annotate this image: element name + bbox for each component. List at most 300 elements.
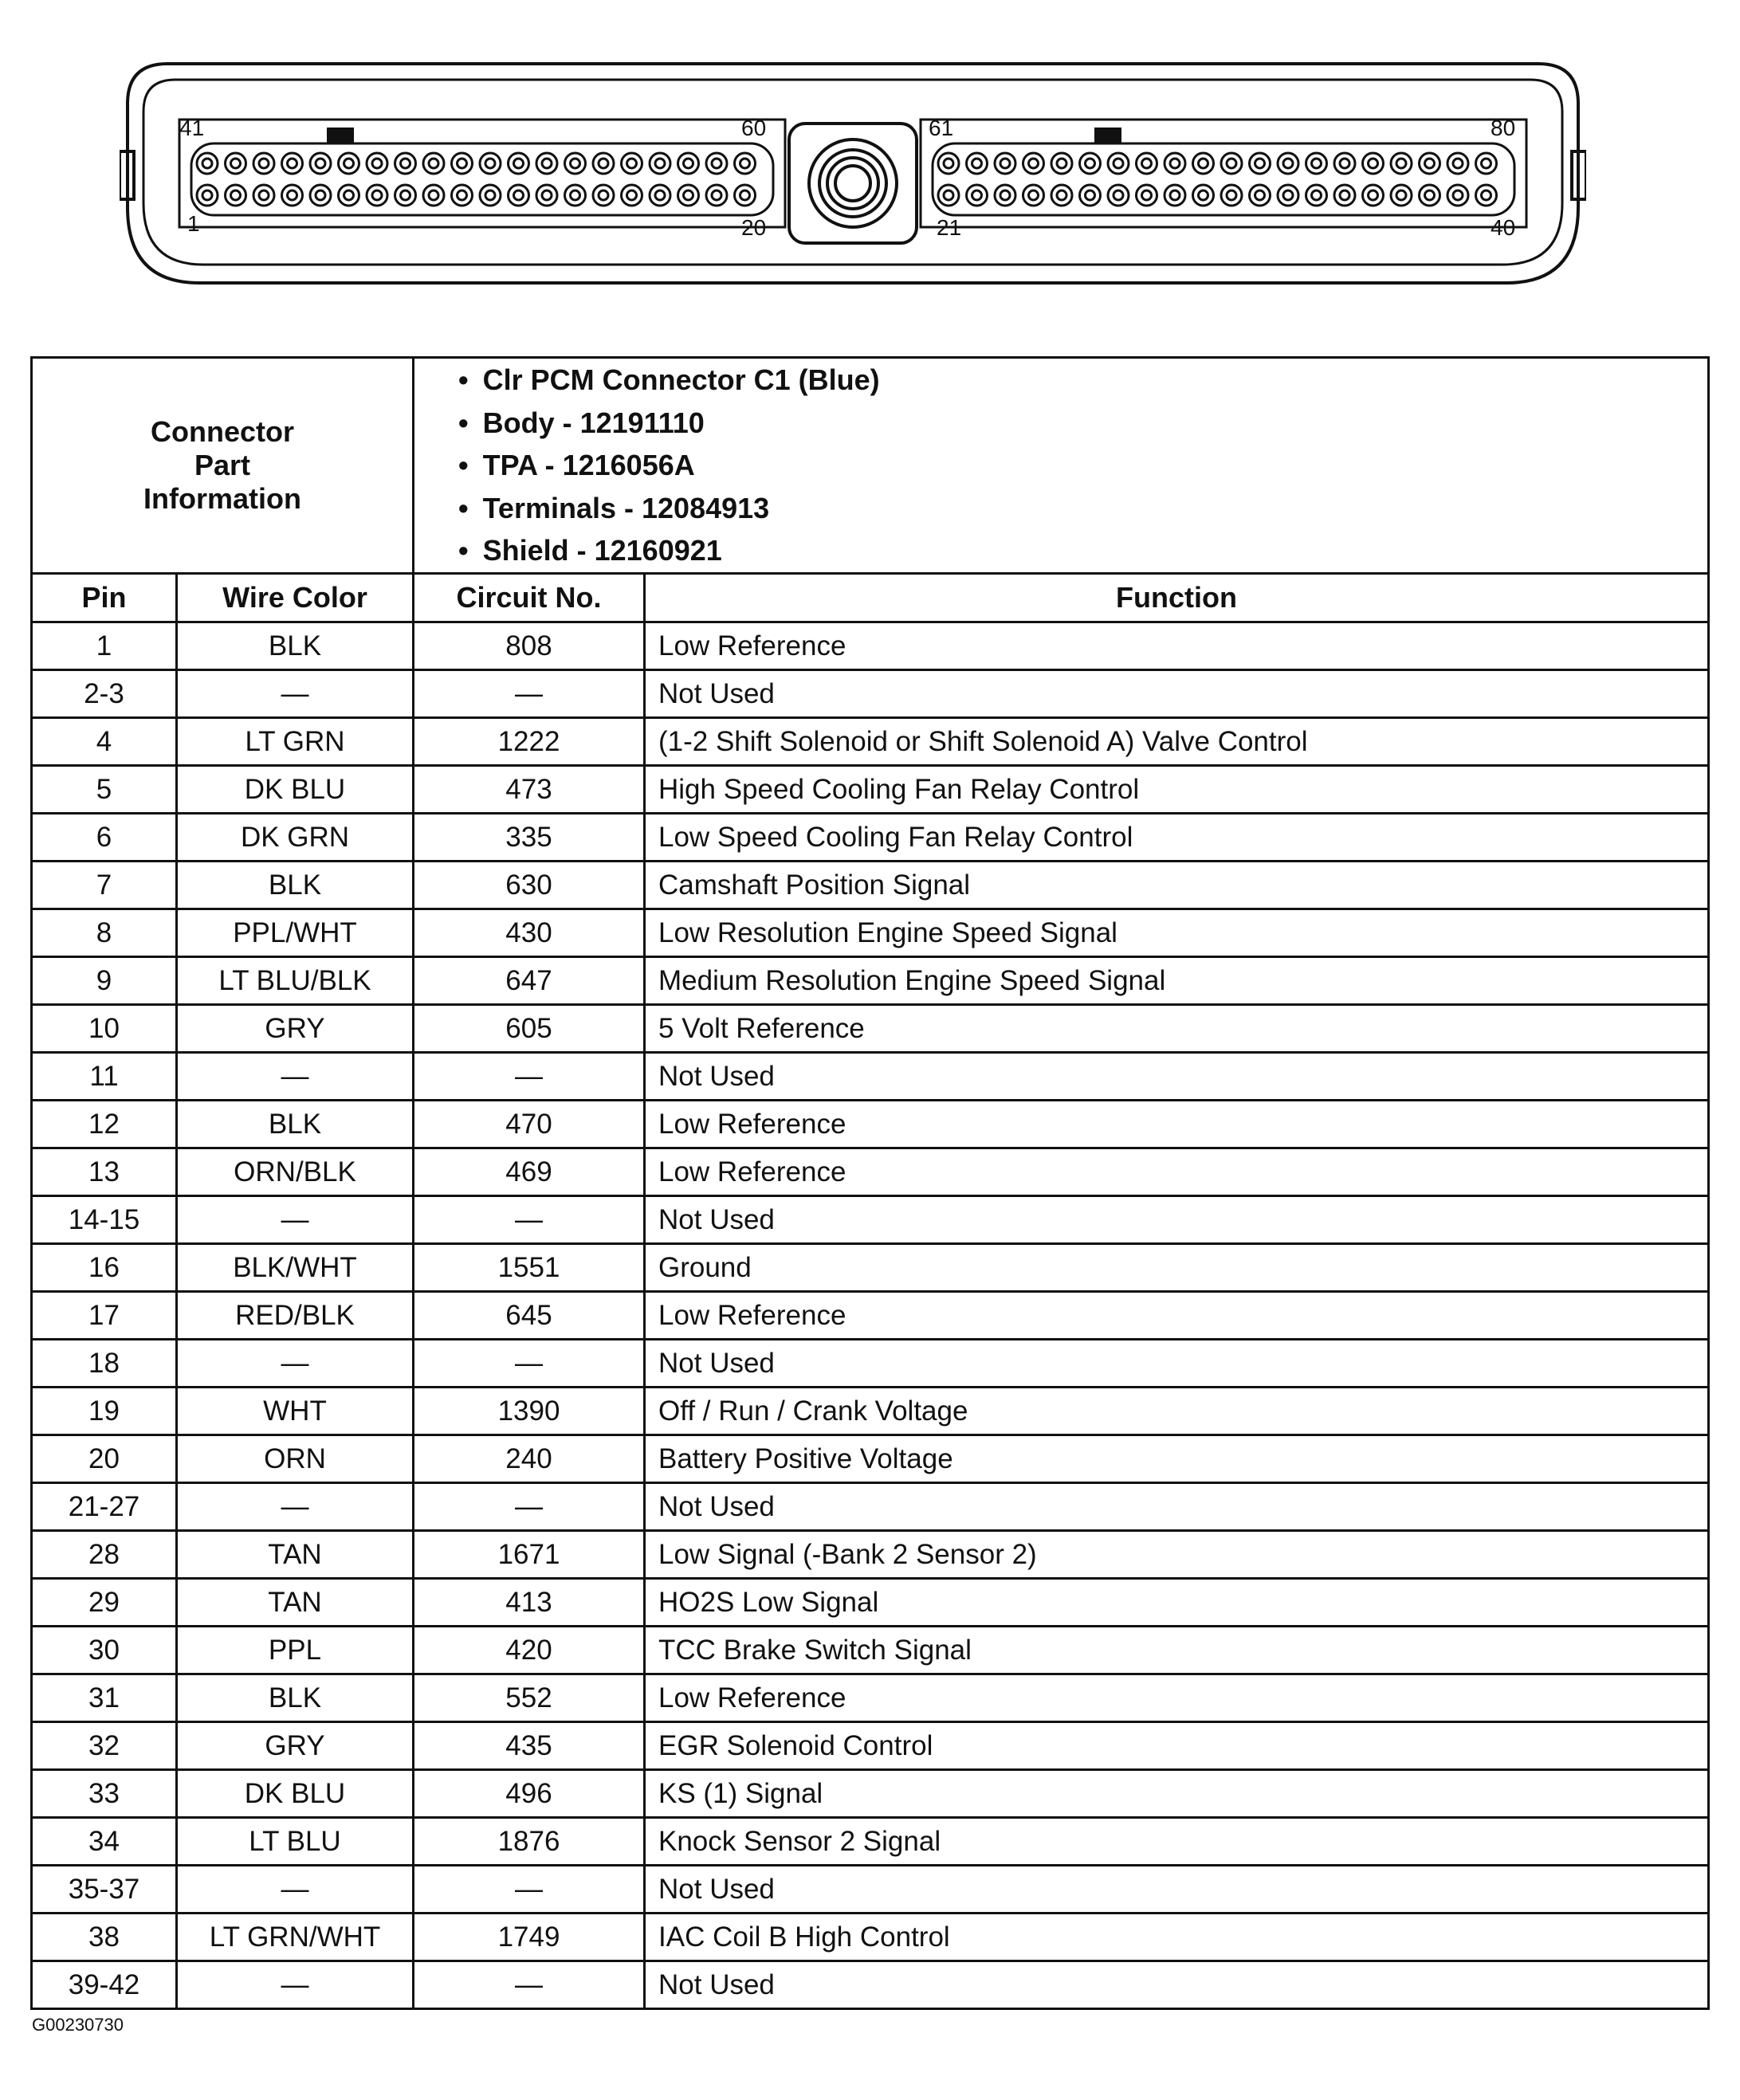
pin-hole-inner <box>1369 159 1378 168</box>
pin-hole-inner <box>259 190 269 200</box>
pin-hole <box>1051 185 1072 206</box>
pin-hole <box>1391 185 1412 206</box>
table-row <box>32 957 1709 1005</box>
pin-cell: 10 <box>32 1005 177 1053</box>
pin-hole-inner <box>1340 190 1349 200</box>
circuit-cell: 413 <box>414 1579 645 1627</box>
function-cell: Battery Positive Voltage <box>645 1435 1709 1483</box>
circuit-cell: 647 <box>414 957 645 1005</box>
pin-hole-inner <box>627 159 637 168</box>
function-cell: Not Used <box>645 1196 1709 1244</box>
table-row <box>32 1531 1709 1579</box>
pin-hole <box>1023 185 1044 206</box>
table-row <box>32 1914 1709 1961</box>
circuit-cell: 420 <box>414 1627 645 1674</box>
pin-hole-inner <box>655 190 665 200</box>
pin-cell: 32 <box>32 1722 177 1770</box>
circuit-cell: — <box>414 1483 645 1531</box>
circuit-cell: 430 <box>414 909 645 957</box>
pin-hole <box>226 185 246 206</box>
table-row <box>32 670 1709 718</box>
pin-hole <box>1108 185 1129 206</box>
pin-hole <box>339 185 359 206</box>
circuit-cell: 1222 <box>414 718 645 766</box>
pin-cell: 1 <box>32 622 177 670</box>
pin-hole-inner <box>1255 159 1265 168</box>
table-row <box>32 1005 1709 1053</box>
pin-hole <box>1051 153 1072 174</box>
function-cell: Low Speed Cooling Fan Relay Control <box>645 814 1709 862</box>
wire-color-cell: DK BLU <box>177 766 414 814</box>
wire-color-cell: RED/BLK <box>177 1292 414 1340</box>
pin-hole <box>253 185 274 206</box>
pin-hole-inner <box>1340 159 1349 168</box>
pin-hole-inner <box>514 159 524 168</box>
circuit-cell: 335 <box>414 814 645 862</box>
pin-cell: 18 <box>32 1340 177 1388</box>
connector-diagram <box>120 56 1586 287</box>
wire-color-cell: LT BLU <box>177 1818 414 1866</box>
function-cell: Camshaft Position Signal <box>645 862 1709 909</box>
pin-hole-inner <box>972 190 982 200</box>
circuit-cell: 808 <box>414 622 645 670</box>
pin-hole <box>1023 153 1044 174</box>
circuit-cell: — <box>414 1961 645 2009</box>
pin-hole <box>1165 185 1185 206</box>
function-cell: Ground <box>645 1244 1709 1292</box>
pin-hole-inner <box>231 190 241 200</box>
pin-hole-inner <box>372 159 382 168</box>
table-row <box>32 1388 1709 1435</box>
pin-cell: 34 <box>32 1818 177 1866</box>
table-row <box>32 1101 1709 1148</box>
table-row <box>32 1961 1709 2009</box>
pin-hole-inner <box>712 190 721 200</box>
pin-hole-inner <box>1000 159 1010 168</box>
pin-cell: 38 <box>32 1914 177 1961</box>
circuit-cell: 630 <box>414 862 645 909</box>
function-cell: KS (1) Signal <box>645 1770 1709 1818</box>
header-function: Function <box>645 574 1709 622</box>
figure-code: G00230730 <box>32 2015 124 2035</box>
pin-hole <box>423 185 444 206</box>
pin-hole <box>282 185 303 206</box>
pin-hole-inner <box>458 190 467 200</box>
pin-hole <box>1306 153 1327 174</box>
table-row <box>32 1053 1709 1101</box>
pin-hole <box>1306 185 1327 206</box>
table-row <box>32 718 1709 766</box>
pin-hole <box>367 153 387 174</box>
wire-color-cell: DK GRN <box>177 814 414 862</box>
wire-color-cell: PPL/WHT <box>177 909 414 957</box>
function-cell: Low Reference <box>645 1148 1709 1196</box>
circuit-cell: 1876 <box>414 1818 645 1866</box>
pin-cell: 28 <box>32 1531 177 1579</box>
pin-cell: 9 <box>32 957 177 1005</box>
table-row <box>32 1627 1709 1674</box>
pin-hole-inner <box>316 159 325 168</box>
circuit-cell: 552 <box>414 1674 645 1722</box>
wire-color-cell: — <box>177 1961 414 2009</box>
wire-color-cell: LT GRN/WHT <box>177 1914 414 1961</box>
table-row <box>32 622 1709 670</box>
pin-hole-inner <box>458 159 467 168</box>
pin-cell: 39-42 <box>32 1961 177 2009</box>
function-cell: Low Reference <box>645 622 1709 670</box>
pin-hole <box>565 185 586 206</box>
pin-cell: 31 <box>32 1674 177 1722</box>
pin-hole-inner <box>740 159 750 168</box>
pin-hole <box>452 153 473 174</box>
table-row <box>32 909 1709 957</box>
pin-cell: 33 <box>32 1770 177 1818</box>
pin-hole <box>995 153 1015 174</box>
pin-hole-inner <box>202 190 212 200</box>
circuit-cell: 605 <box>414 1005 645 1053</box>
wire-color-cell: BLK <box>177 622 414 670</box>
table-row <box>32 1148 1709 1196</box>
pin-hole <box>423 153 444 174</box>
circuit-cell: 469 <box>414 1148 645 1196</box>
table-row <box>32 1579 1709 1627</box>
pin-hole <box>1420 185 1440 206</box>
circuit-cell: 496 <box>414 1770 645 1818</box>
pin-hole <box>1250 185 1271 206</box>
wire-color-cell: WHT <box>177 1388 414 1435</box>
pin-hole <box>1080 185 1101 206</box>
function-cell: Medium Resolution Engine Speed Signal <box>645 957 1709 1005</box>
pin-hole-inner <box>1396 159 1406 168</box>
pin-hole <box>938 185 959 206</box>
table-row <box>32 1292 1709 1340</box>
function-cell: High Speed Cooling Fan Relay Control <box>645 766 1709 814</box>
pin-cell: 12 <box>32 1101 177 1148</box>
pin-hole <box>735 185 756 206</box>
pin-hole-inner <box>344 190 354 200</box>
connector-info-item: • Body - 12191110 <box>458 402 1707 445</box>
pin-hole <box>310 153 331 174</box>
pin-hole-inner <box>1142 190 1152 200</box>
pin-cell: 8 <box>32 909 177 957</box>
pin-cell: 16 <box>32 1244 177 1292</box>
pin-cell: 4 <box>32 718 177 766</box>
connector-info-label-text: Connector Part Information <box>143 415 301 515</box>
pin-label-20: 20 <box>741 215 767 240</box>
pin-hole <box>1447 185 1468 206</box>
pin-hole-inner <box>344 159 354 168</box>
pin-cell: 5 <box>32 766 177 814</box>
pin-hole-inner <box>1114 159 1123 168</box>
function-cell: Low Resolution Engine Speed Signal <box>645 909 1709 957</box>
function-cell: Low Reference <box>645 1292 1709 1340</box>
pin-hole <box>622 185 642 206</box>
pin-hole-inner <box>288 190 297 200</box>
pin-hole-inner <box>599 190 608 200</box>
pin-cell: 7 <box>32 862 177 909</box>
pin-hole <box>1420 153 1440 174</box>
pin-hole <box>1447 153 1468 174</box>
pin-hole-inner <box>401 190 410 200</box>
pin-hole-inner <box>231 159 241 168</box>
table-row <box>32 862 1709 909</box>
function-cell: Not Used <box>645 1866 1709 1914</box>
wire-color-cell: TAN <box>177 1579 414 1627</box>
pin-hole-inner <box>1227 159 1236 168</box>
table-row <box>32 1244 1709 1292</box>
function-cell: Low Reference <box>645 1674 1709 1722</box>
pin-hole-inner <box>1425 190 1435 200</box>
header-pin: Pin <box>32 574 177 622</box>
pin-hole-inner <box>429 190 438 200</box>
pin-cell: 11 <box>32 1053 177 1101</box>
pin-hole-inner <box>288 159 297 168</box>
pin-hole-inner <box>684 159 693 168</box>
function-cell: Low Signal (-Bank 2 Sensor 2) <box>645 1531 1709 1579</box>
pin-hole <box>310 185 331 206</box>
pin-hole-inner <box>1199 190 1208 200</box>
connector-info-list <box>414 358 1709 574</box>
table-row <box>32 1866 1709 1914</box>
pin-hole <box>1391 153 1412 174</box>
pin-hole <box>509 153 529 174</box>
wire-color-cell: ORN <box>177 1435 414 1483</box>
function-cell: EGR Solenoid Control <box>645 1722 1709 1770</box>
circuit-cell: 1551 <box>414 1244 645 1292</box>
pin-hole <box>735 153 756 174</box>
table-row <box>32 814 1709 862</box>
pin-hole-inner <box>259 159 269 168</box>
pin-hole <box>1193 153 1214 174</box>
table-row <box>32 1196 1709 1244</box>
circuit-cell: — <box>414 1196 645 1244</box>
wire-color-cell: GRY <box>177 1722 414 1770</box>
circuit-cell: — <box>414 670 645 718</box>
function-cell: Knock Sensor 2 Signal <box>645 1818 1709 1866</box>
pin-hole <box>1250 153 1271 174</box>
pin-hole <box>1193 185 1214 206</box>
wire-color-cell: BLK <box>177 1674 414 1722</box>
pin-cell: 6 <box>32 814 177 862</box>
pin-hole-inner <box>1425 159 1435 168</box>
pin-hole <box>678 153 699 174</box>
pin-hole-inner <box>627 190 637 200</box>
pin-hole-inner <box>1057 190 1066 200</box>
table-row <box>32 1483 1709 1531</box>
connector-info-row <box>32 358 1709 574</box>
pin-label-1: 1 <box>187 211 200 236</box>
header-circuit: Circuit No. <box>414 574 645 622</box>
circuit-cell: — <box>414 1866 645 1914</box>
pin-hole-inner <box>1170 190 1180 200</box>
pin-hole <box>1108 153 1129 174</box>
pin-hole-inner <box>542 190 552 200</box>
circuit-cell: — <box>414 1340 645 1388</box>
pin-hole <box>1278 153 1298 174</box>
pin-hole <box>1165 153 1185 174</box>
pin-cell: 20 <box>32 1435 177 1483</box>
pin-hole <box>593 185 614 206</box>
table-row <box>32 1818 1709 1866</box>
pin-hole <box>536 185 557 206</box>
pin-hole-inner <box>1227 190 1236 200</box>
pin-cell: 35-37 <box>32 1866 177 1914</box>
pin-cell: 13 <box>32 1148 177 1196</box>
pin-hole <box>1334 185 1355 206</box>
connector-info-item: • Clr PCM Connector C1 (Blue) <box>458 359 1707 402</box>
pin-hole-inner <box>655 159 665 168</box>
pin-hole-inner <box>316 190 325 200</box>
pin-hole-inner <box>1369 190 1378 200</box>
pin-hole-inner <box>571 159 580 168</box>
wire-color-cell: LT BLU/BLK <box>177 957 414 1005</box>
function-cell: Not Used <box>645 1961 1709 2009</box>
pin-hole-inner <box>684 190 693 200</box>
pin-hole <box>706 153 727 174</box>
table-row <box>32 766 1709 814</box>
pin-label-40: 40 <box>1491 215 1516 240</box>
pin-hole <box>1363 185 1384 206</box>
pin-hole-inner <box>1482 190 1491 200</box>
wire-color-cell: GRY <box>177 1005 414 1053</box>
table-row <box>32 1340 1709 1388</box>
pin-hole-inner <box>1086 190 1095 200</box>
function-cell: Not Used <box>645 1340 1709 1388</box>
pin-hole <box>452 185 473 206</box>
pin-hole <box>1221 153 1242 174</box>
pin-hole <box>706 185 727 206</box>
pin-hole <box>650 153 670 174</box>
pin-hole <box>678 185 699 206</box>
function-cell: Off / Run / Crank Voltage <box>645 1388 1709 1435</box>
connector-info-item: • Terminals - 12084913 <box>458 487 1707 530</box>
circuit-cell: 470 <box>414 1101 645 1148</box>
pin-label-80: 80 <box>1491 116 1516 140</box>
circuit-cell: 1749 <box>414 1914 645 1961</box>
pin-hole <box>197 185 218 206</box>
pin-hole <box>1278 185 1298 206</box>
pin-hole <box>1476 185 1497 206</box>
pin-hole <box>967 153 988 174</box>
pin-hole <box>1137 153 1157 174</box>
pin-hole-inner <box>1312 159 1322 168</box>
pin-hole-inner <box>1453 190 1463 200</box>
pin-hole-inner <box>599 159 608 168</box>
pin-hole-inner <box>1170 159 1180 168</box>
wire-color-cell: BLK <box>177 862 414 909</box>
pin-hole-inner <box>944 159 953 168</box>
pin-hole-inner <box>542 159 552 168</box>
pin-cell: 29 <box>32 1579 177 1627</box>
pin-hole-inner <box>1000 190 1010 200</box>
pin-hole-inner <box>514 190 524 200</box>
pin-cell: 14-15 <box>32 1196 177 1244</box>
pin-cell: 17 <box>32 1292 177 1340</box>
pin-hole <box>395 153 416 174</box>
pin-hole-inner <box>571 190 580 200</box>
table-row <box>32 1770 1709 1818</box>
pin-hole <box>967 185 988 206</box>
pin-hole-inner <box>1057 159 1066 168</box>
pin-label-61: 61 <box>929 116 954 140</box>
pin-hole <box>536 153 557 174</box>
pin-hole <box>509 185 529 206</box>
pin-hole <box>1221 185 1242 206</box>
pin-hole-inner <box>485 159 495 168</box>
table-row <box>32 1674 1709 1722</box>
function-cell: Low Reference <box>645 1101 1709 1148</box>
function-cell: Not Used <box>645 1053 1709 1101</box>
wire-color-cell: PPL <box>177 1627 414 1674</box>
pin-hole <box>395 185 416 206</box>
table-row <box>32 1722 1709 1770</box>
pin-hole-inner <box>972 159 982 168</box>
function-cell: (1-2 Shift Solenoid or Shift Solenoid A) Valve Control <box>645 718 1709 766</box>
pin-hole <box>593 153 614 174</box>
function-cell: HO2S Low Signal <box>645 1579 1709 1627</box>
pin-hole-inner <box>202 159 212 168</box>
pin-hole-inner <box>944 190 953 200</box>
pin-hole-inner <box>1114 190 1123 200</box>
circuit-cell: 1390 <box>414 1388 645 1435</box>
pin-hole <box>1476 153 1497 174</box>
pin-hole <box>650 185 670 206</box>
wire-color-cell: ORN/BLK <box>177 1148 414 1196</box>
wire-color-cell: BLK/WHT <box>177 1244 414 1292</box>
wire-color-cell: LT GRN <box>177 718 414 766</box>
circuit-cell: 645 <box>414 1292 645 1340</box>
pin-hole <box>622 153 642 174</box>
pin-hole-inner <box>740 190 750 200</box>
pin-hole-inner <box>1482 159 1491 168</box>
pin-hole-inner <box>1283 159 1293 168</box>
circuit-cell: 435 <box>414 1722 645 1770</box>
circuit-cell: 473 <box>414 766 645 814</box>
connector-info-item: • Shield - 12160921 <box>458 529 1707 572</box>
connector-info-label <box>32 358 414 574</box>
pin-hole <box>367 185 387 206</box>
wire-color-cell: DK BLU <box>177 1770 414 1818</box>
header-wire-color: Wire Color <box>177 574 414 622</box>
pin-hole <box>1137 185 1157 206</box>
wire-color-cell: TAN <box>177 1531 414 1579</box>
function-cell: IAC Coil B High Control <box>645 1914 1709 1961</box>
wire-color-cell: BLK <box>177 1101 414 1148</box>
pin-hole <box>565 153 586 174</box>
pin-hole-inner <box>1283 190 1293 200</box>
pin-label-60: 60 <box>741 116 767 140</box>
pin-hole-inner <box>372 190 382 200</box>
pin-label-21: 21 <box>937 215 962 240</box>
function-cell: Not Used <box>645 1483 1709 1531</box>
pin-hole <box>282 153 303 174</box>
circuit-cell: 240 <box>414 1435 645 1483</box>
wire-color-cell: — <box>177 1340 414 1388</box>
pin-hole <box>1363 153 1384 174</box>
pin-cell: 30 <box>32 1627 177 1674</box>
pin-hole <box>480 185 501 206</box>
pin-hole <box>339 153 359 174</box>
function-cell: Not Used <box>645 670 1709 718</box>
table-row <box>32 1435 1709 1483</box>
pin-hole <box>253 153 274 174</box>
pin-label-41: 41 <box>179 116 205 140</box>
wire-color-cell: — <box>177 1866 414 1914</box>
pin-hole <box>197 153 218 174</box>
pin-hole-inner <box>1029 159 1039 168</box>
table-header-row <box>32 574 1709 622</box>
pin-hole <box>938 153 959 174</box>
